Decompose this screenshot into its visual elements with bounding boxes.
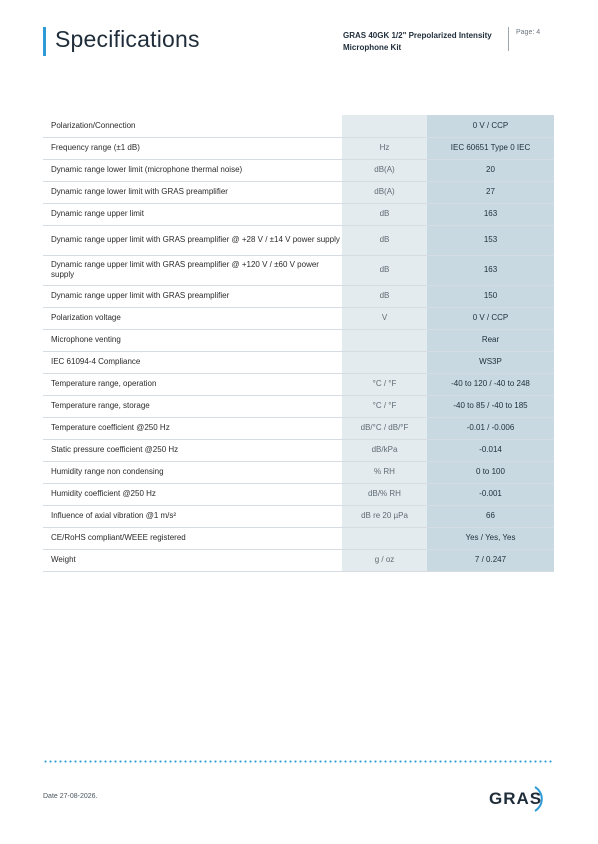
- value-cell: 163: [427, 203, 554, 225]
- parameter-cell: Weight: [43, 549, 342, 571]
- unit-cell: dB: [342, 203, 427, 225]
- unit-cell: V: [342, 307, 427, 329]
- value-cell: 20: [427, 159, 554, 181]
- document-date: Date 27-08-2026.: [43, 793, 98, 800]
- unit-cell: g / oz: [342, 549, 427, 571]
- table-row: [43, 137, 554, 159]
- parameter-cell: Dynamic range upper limit: [43, 203, 342, 225]
- value-cell: Yes / Yes, Yes: [427, 527, 554, 549]
- unit-cell: [342, 527, 427, 549]
- parameter-cell: IEC 61094-4 Compliance: [43, 351, 342, 373]
- parameter-cell: Dynamic range lower limit (microphone thermal noise): [43, 159, 342, 181]
- document-name: GRAS 40GK 1/2" Prepolarized Intensity Microphone Kit: [343, 31, 492, 52]
- specifications-table: [43, 115, 554, 572]
- title-accent-bar: [43, 27, 46, 56]
- unit-cell: Hz: [342, 137, 427, 159]
- unit-cell: °C / °F: [342, 373, 427, 395]
- table-row: [43, 483, 554, 505]
- value-cell: -0.014: [427, 439, 554, 461]
- unit-cell: dB/°C / dB/°F: [342, 417, 427, 439]
- value-cell: 27: [427, 181, 554, 203]
- unit-cell: °C / °F: [342, 395, 427, 417]
- table-row: [43, 159, 554, 181]
- value-cell: IEC 60651 Type 0 IEC: [427, 137, 554, 159]
- unit-cell: dB: [342, 225, 427, 255]
- unit-cell: dB: [342, 255, 427, 285]
- value-cell: 153: [427, 225, 554, 255]
- parameter-cell: Static pressure coefficient @250 Hz: [43, 439, 342, 461]
- logo-text: GRAS: [489, 789, 543, 808]
- value-cell: -40 to 120 / -40 to 248: [427, 373, 554, 395]
- unit-cell: dB re 20 µPa: [342, 505, 427, 527]
- table-row: [43, 439, 554, 461]
- parameter-cell: Dynamic range upper limit with GRAS preamplifier: [43, 285, 342, 307]
- value-cell: 7 / 0.247: [427, 549, 554, 571]
- table-row: [43, 417, 554, 439]
- unit-cell: [342, 115, 427, 137]
- table-row: [43, 373, 554, 395]
- value-cell: WS3P: [427, 351, 554, 373]
- parameter-cell: Temperature range, operation: [43, 373, 342, 395]
- page-title: Specifications: [55, 26, 200, 52]
- parameter-cell: Polarization voltage: [43, 307, 342, 329]
- gras-logo: [485, 783, 547, 815]
- table-row: [43, 505, 554, 527]
- parameter-cell: Temperature coefficient @250 Hz: [43, 417, 342, 439]
- parameter-cell: Humidity range non condensing: [43, 461, 342, 483]
- unit-cell: [342, 329, 427, 351]
- value-cell: Rear: [427, 329, 554, 351]
- footer-dotted-divider: [43, 760, 554, 763]
- table-row: [43, 181, 554, 203]
- logo-arc-icon: [485, 783, 547, 815]
- unit-cell: dB(A): [342, 181, 427, 203]
- value-cell: -0.01 / -0.006: [427, 417, 554, 439]
- table-row: [43, 203, 554, 225]
- table-row: [43, 461, 554, 483]
- value-cell: -40 to 85 / -40 to 185: [427, 395, 554, 417]
- value-cell: 0 V / CCP: [427, 115, 554, 137]
- parameter-cell: Dynamic range upper limit with GRAS preamplifier @ +28 V / ±14 V power supply: [43, 225, 342, 255]
- unit-cell: [342, 351, 427, 373]
- table-row: [43, 307, 554, 329]
- parameter-cell: Influence of axial vibration @1 m/s²: [43, 505, 342, 527]
- parameter-cell: Frequency range (±1 dB): [43, 137, 342, 159]
- parameter-cell: Dynamic range lower limit with GRAS preamplifier: [43, 181, 342, 203]
- parameter-cell: Dynamic range upper limit with GRAS preamplifier @ +120 V / ±60 V power supply: [43, 255, 342, 285]
- table-row: [43, 255, 554, 285]
- unit-cell: dB(A): [342, 159, 427, 181]
- parameter-cell: CE/RoHS compliant/WEEE registered: [43, 527, 342, 549]
- unit-cell: dB/% RH: [342, 483, 427, 505]
- table-row: [43, 115, 554, 137]
- table-row: [43, 549, 554, 571]
- table-row: [43, 527, 554, 549]
- unit-cell: dB/kPa: [342, 439, 427, 461]
- table-row: [43, 285, 554, 307]
- table-row: [43, 225, 554, 255]
- parameter-cell: Humidity coefficient @250 Hz: [43, 483, 342, 505]
- table-row: [43, 351, 554, 373]
- value-cell: 0 to 100: [427, 461, 554, 483]
- value-cell: 66: [427, 505, 554, 527]
- table-row: [43, 395, 554, 417]
- value-cell: -0.001: [427, 483, 554, 505]
- parameter-cell: Polarization/Connection: [43, 115, 342, 137]
- page-number: Page: 4: [516, 29, 541, 36]
- value-cell: 150: [427, 285, 554, 307]
- unit-cell: dB: [342, 285, 427, 307]
- value-cell: 163: [427, 255, 554, 285]
- parameter-cell: Microphone venting: [43, 329, 342, 351]
- header-divider: [508, 27, 509, 51]
- table-row: [43, 329, 554, 351]
- value-cell: 0 V / CCP: [427, 307, 554, 329]
- parameter-cell: Temperature range, storage: [43, 395, 342, 417]
- unit-cell: % RH: [342, 461, 427, 483]
